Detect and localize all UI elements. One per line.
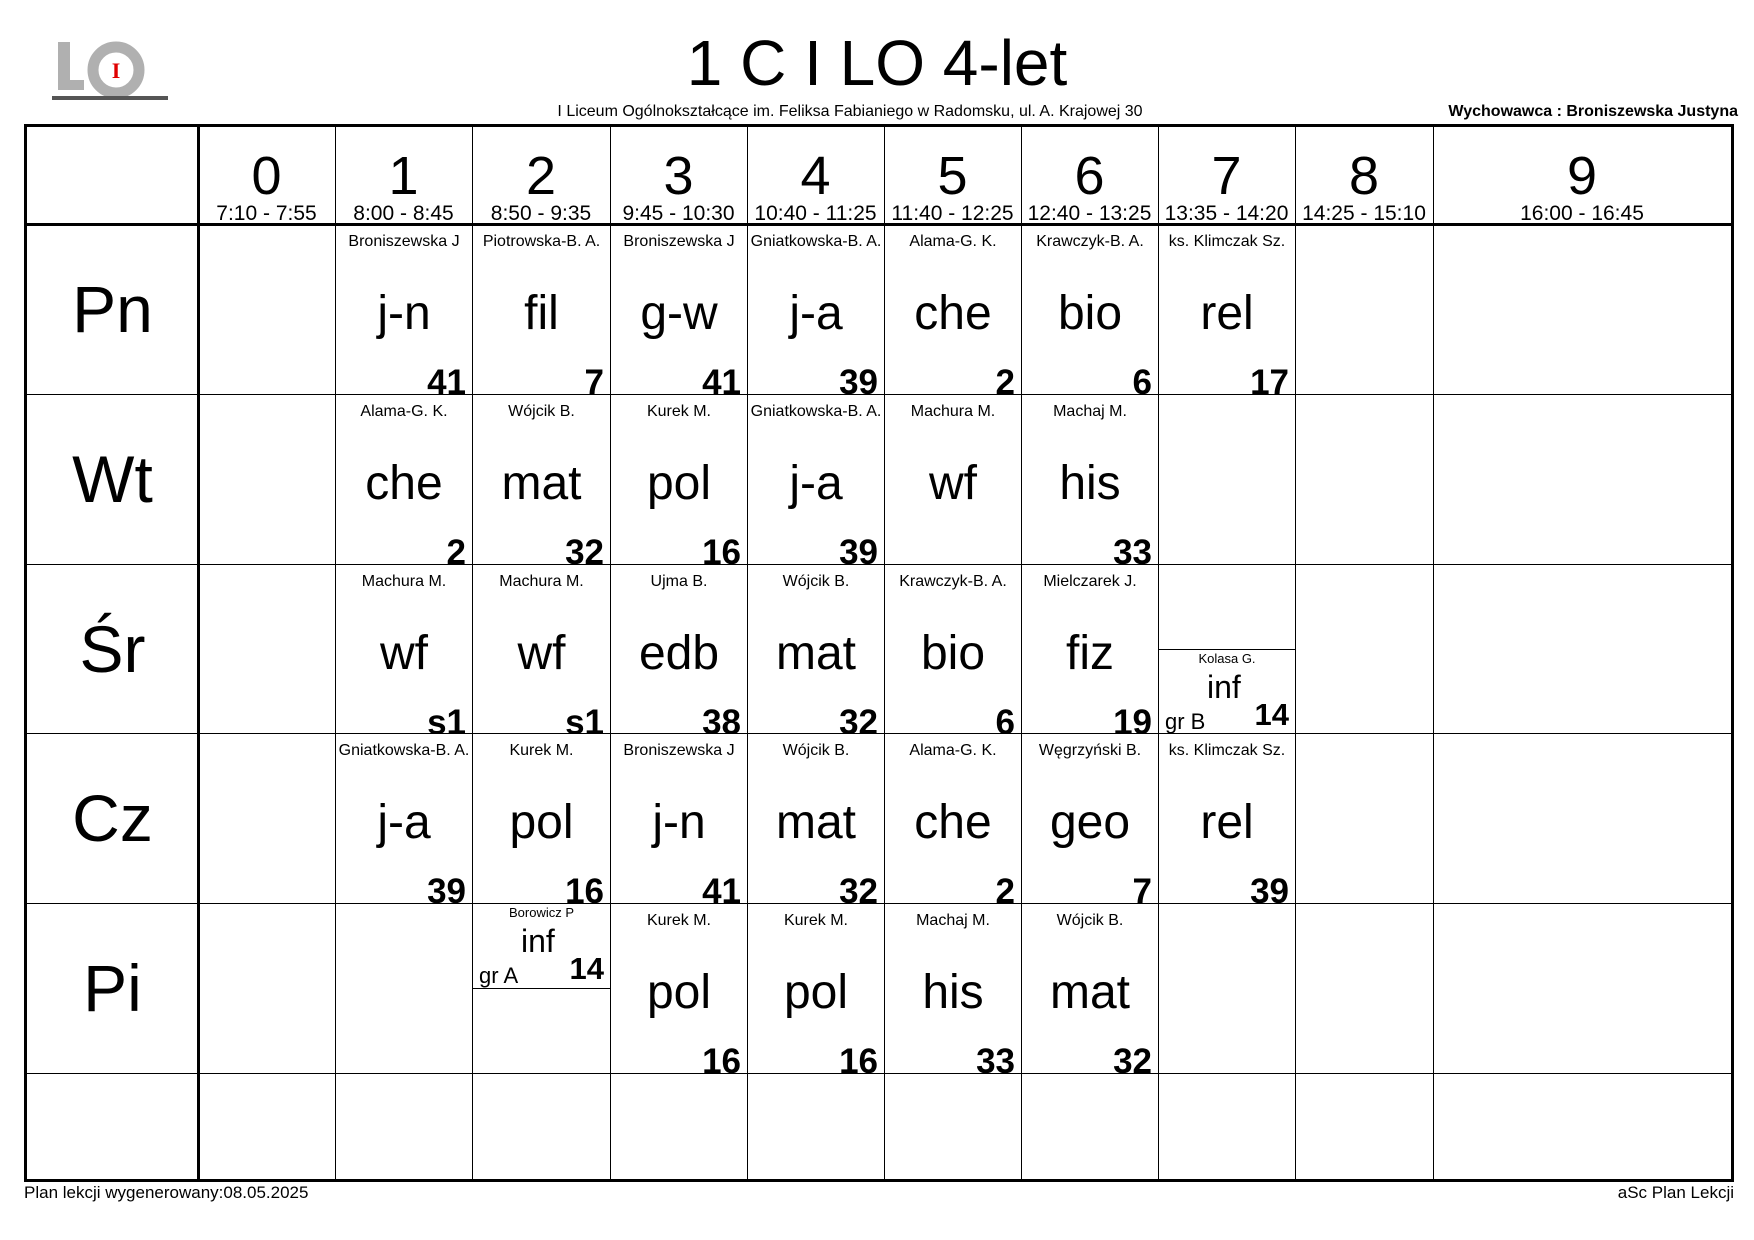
lesson-room: 39 xyxy=(1250,872,1289,903)
period-number: 5 xyxy=(937,146,968,206)
lesson-cell xyxy=(885,565,1021,733)
lesson-subject: j-n xyxy=(377,287,431,340)
period-header xyxy=(335,146,472,225)
day-label: Wt xyxy=(72,442,153,516)
lesson-cell xyxy=(1159,565,1295,733)
lesson-cell xyxy=(611,565,747,733)
lesson-cell xyxy=(748,565,884,733)
lesson-teacher: Alama-G. K. xyxy=(360,403,448,420)
lesson-room: 6 xyxy=(1132,363,1152,394)
software-name: aSc Plan Lekcji xyxy=(1617,1183,1734,1202)
lesson-subject: pol xyxy=(509,796,574,849)
period-header xyxy=(472,146,610,225)
lesson-cell xyxy=(885,734,1021,903)
lesson-subject: edb xyxy=(638,627,720,680)
lesson-subject: his xyxy=(922,966,984,1019)
lesson-subject: wf xyxy=(517,627,566,680)
lesson-subject: fiz xyxy=(1066,627,1114,680)
lesson-cell xyxy=(885,395,1021,564)
lesson-cell xyxy=(336,734,472,903)
lesson-room: 38 xyxy=(702,703,741,733)
lesson-subject: mat xyxy=(501,457,582,510)
lesson-teacher: Kurek M. xyxy=(646,403,711,420)
period-header xyxy=(610,146,747,225)
lesson-room: 16 xyxy=(702,1042,741,1073)
period-number: 9 xyxy=(1566,146,1598,206)
lesson-room: 14 xyxy=(569,951,604,986)
lesson-room: 33 xyxy=(976,1042,1015,1073)
period-time: 8:50 - 9:35 xyxy=(490,202,592,225)
lesson-teacher: Machura M. xyxy=(361,573,447,590)
lesson-room: 16 xyxy=(565,872,604,903)
lesson-teacher: Wójcik B. xyxy=(508,403,575,420)
school-name: I Liceum Ogólnokształcące im. Feliksa Fabianiego w Radomsku, ul. A. Krajowej 30 xyxy=(557,103,1143,120)
lesson-subject: pol xyxy=(646,457,712,510)
lesson-teacher: Machaj M. xyxy=(1053,403,1127,420)
lesson-group: gr B xyxy=(1165,709,1206,733)
lesson-subject: g-w xyxy=(640,287,718,340)
period-time: 7:10 - 7:55 xyxy=(216,202,317,225)
lesson-room: 2 xyxy=(995,872,1015,903)
lesson-room: 32 xyxy=(839,872,878,903)
day-label: Pn xyxy=(72,272,153,346)
lesson-teacher: Machaj M. xyxy=(916,912,990,929)
period-number: 3 xyxy=(663,146,694,206)
lesson-room: 7 xyxy=(584,363,604,394)
lesson-subject: j-a xyxy=(377,796,431,849)
lesson-subject: wf xyxy=(929,457,977,510)
lesson-room: 39 xyxy=(839,533,878,564)
lesson-subject: che xyxy=(365,457,443,510)
lesson-subject: rel xyxy=(1200,287,1254,340)
svg-text:I: I xyxy=(111,58,121,83)
lesson-cell xyxy=(1159,225,1295,394)
lesson-room: 16 xyxy=(839,1042,878,1073)
lesson-teacher: ks. Klimczak Sz. xyxy=(1168,742,1286,759)
lesson-cell xyxy=(611,395,747,564)
lesson-teacher: Wójcik B. xyxy=(782,742,850,759)
day-label: Śr xyxy=(79,611,146,686)
lesson-cell xyxy=(885,225,1021,394)
timetable-grid xyxy=(24,124,1734,1182)
lesson-subject: inf xyxy=(1207,669,1241,705)
period-time: 14:25 - 15:10 xyxy=(1302,202,1426,225)
lesson-room: 33 xyxy=(1113,533,1152,564)
lesson-subject: geo xyxy=(1049,796,1131,849)
lesson-teacher: Kurek M. xyxy=(509,742,574,759)
lesson-cell xyxy=(1022,225,1158,394)
period-header xyxy=(1158,146,1295,225)
lesson-subject: j-a xyxy=(789,287,843,340)
lesson-cell xyxy=(473,565,610,733)
lesson-teacher: Ujma B. xyxy=(650,573,708,590)
lesson-cell xyxy=(611,734,747,903)
lesson-cell xyxy=(336,395,472,564)
lesson-subject: j-n xyxy=(652,796,706,849)
lesson-room: s1 xyxy=(427,703,466,733)
period-header xyxy=(1295,146,1433,225)
lesson-room: 7 xyxy=(1132,872,1152,903)
lesson-teacher: Gniatkowska-B. A. xyxy=(338,742,470,759)
lesson-group: gr A xyxy=(479,963,519,988)
lesson-cell xyxy=(748,904,884,1073)
lesson-room: 32 xyxy=(1113,1042,1152,1073)
lesson-room: 32 xyxy=(839,703,878,733)
lesson-subject: inf xyxy=(521,923,555,959)
group-lesson xyxy=(473,904,610,989)
period-number: 2 xyxy=(525,146,557,206)
period-time: 12:40 - 13:25 xyxy=(1027,202,1152,225)
lesson-subject: mat xyxy=(1049,966,1130,1019)
lesson-cell xyxy=(611,904,747,1073)
period-number: 6 xyxy=(1074,146,1105,206)
lesson-cell xyxy=(1159,734,1295,903)
lesson-room: 6 xyxy=(995,703,1015,733)
lesson-cell xyxy=(1022,734,1158,903)
period-header xyxy=(198,146,335,225)
lesson-teacher: Machura M. xyxy=(499,573,584,590)
lesson-cell xyxy=(748,395,884,564)
period-time: 13:35 - 14:20 xyxy=(1164,202,1289,225)
period-time: 16:00 - 16:45 xyxy=(1520,202,1644,225)
group-lesson xyxy=(1159,649,1295,733)
lesson-teacher: Gniatkowska-B. A. xyxy=(750,233,882,250)
lesson-subject: che xyxy=(914,796,992,849)
period-number: 4 xyxy=(800,146,831,206)
lesson-cell xyxy=(1022,904,1158,1073)
lesson-room: 41 xyxy=(702,872,741,903)
lesson-room: 2 xyxy=(446,533,466,564)
lesson-teacher: Kurek M. xyxy=(783,912,848,929)
lesson-cell xyxy=(473,395,610,564)
lesson-subject: pol xyxy=(646,966,712,1019)
period-number: 0 xyxy=(251,146,282,206)
lesson-room: 14 xyxy=(1254,697,1289,732)
day-label: Cz xyxy=(72,781,153,855)
lesson-cell xyxy=(1022,565,1158,733)
period-header xyxy=(884,146,1021,225)
lesson-cell xyxy=(473,734,610,903)
period-time: 11:40 - 12:25 xyxy=(891,202,1014,225)
lesson-room: s1 xyxy=(565,703,604,733)
grid-line-horizontal xyxy=(27,1073,1731,1074)
lesson-subject: bio xyxy=(920,627,986,680)
period-time: 9:45 - 10:30 xyxy=(622,202,735,225)
period-header xyxy=(747,146,884,225)
lesson-cell xyxy=(885,904,1021,1073)
lesson-cell xyxy=(611,225,747,394)
grid-line-vertical xyxy=(1295,127,1296,1179)
lesson-teacher: Piotrowska-B. A. xyxy=(482,233,601,250)
lesson-cell xyxy=(748,734,884,903)
lesson-teacher: ks. Klimczak Sz. xyxy=(1168,233,1286,250)
lesson-subject: mat xyxy=(775,627,856,680)
lesson-room: 17 xyxy=(1250,363,1289,394)
lesson-teacher: Alama-G. K. xyxy=(909,233,997,250)
class-tutor: Wychowawca : Broniszewska Justyna xyxy=(1448,103,1738,120)
page-title: 1 C I LO 4-let xyxy=(686,27,1068,99)
lesson-subject: mat xyxy=(775,796,856,849)
lesson-subject: che xyxy=(914,287,992,340)
lesson-subject: j-a xyxy=(789,457,843,510)
period-number: 8 xyxy=(1348,146,1380,206)
lesson-teacher: Broniszewska J xyxy=(623,233,735,250)
lesson-room: 39 xyxy=(839,363,878,394)
lesson-teacher: Krawczyk-B. A. xyxy=(1036,233,1144,250)
generated-date: Plan lekcji wygenerowany:08.05.2025 xyxy=(24,1183,309,1202)
period-time: 10:40 - 11:25 xyxy=(754,202,877,225)
lesson-room: 2 xyxy=(995,363,1015,394)
lesson-subject: bio xyxy=(1057,287,1123,340)
lesson-teacher: Krawczyk-B. A. xyxy=(899,573,1007,590)
period-header xyxy=(1021,146,1158,225)
day-label: Pi xyxy=(83,951,142,1025)
lesson-subject: fil xyxy=(524,287,559,340)
lesson-cell xyxy=(473,904,610,1073)
lesson-teacher: Alama-G. K. xyxy=(909,742,997,759)
lesson-teacher: Węgrzyński B. xyxy=(1038,742,1142,759)
lesson-teacher: Kolasa G. xyxy=(1198,651,1256,666)
lesson-cell xyxy=(748,225,884,394)
grid-line-vertical xyxy=(1433,127,1434,1179)
lesson-teacher: Wójcik B. xyxy=(1056,912,1124,929)
lesson-room: 19 xyxy=(1113,703,1152,733)
lesson-teacher: Broniszewska J xyxy=(348,233,460,250)
lesson-teacher: Kurek M. xyxy=(646,912,711,929)
period-number: 7 xyxy=(1211,146,1242,206)
lesson-room: 39 xyxy=(427,872,466,903)
period-number: 1 xyxy=(388,146,419,206)
lesson-subject: pol xyxy=(783,966,849,1019)
lesson-cell xyxy=(336,225,472,394)
lesson-cell xyxy=(336,565,472,733)
lesson-cell xyxy=(1022,395,1158,564)
lesson-subject: rel xyxy=(1200,796,1254,849)
lesson-teacher: Mielczarek J. xyxy=(1043,573,1137,590)
lesson-subject: wf xyxy=(380,627,428,680)
lesson-room: 16 xyxy=(702,533,741,564)
lesson-cell xyxy=(473,225,610,394)
lesson-subject: his xyxy=(1059,457,1121,510)
lesson-room: 41 xyxy=(427,363,466,394)
lesson-teacher: Broniszewska J xyxy=(623,742,735,759)
lesson-room: 32 xyxy=(565,533,604,564)
lesson-teacher: Machura M. xyxy=(910,403,996,420)
period-time: 8:00 - 8:45 xyxy=(353,202,454,225)
period-header xyxy=(1433,146,1731,225)
lesson-room: 41 xyxy=(702,363,741,394)
lesson-teacher: Gniatkowska-B. A. xyxy=(750,403,882,420)
lesson-teacher: Wójcik B. xyxy=(782,573,850,590)
lesson-teacher: Borowicz P xyxy=(508,905,575,920)
